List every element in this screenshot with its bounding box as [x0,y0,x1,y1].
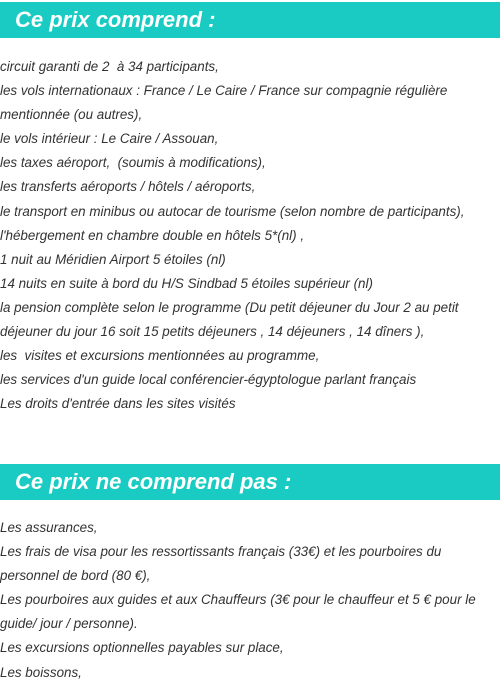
list-item: l'hébergement en chambre double en hôtels 5*(nl) , [0,227,305,243]
list-item: la pension complète selon le programme (Du petit déjeuner du Jour 2 au petit déjeuner du jour 16 soit 15 petits déjeuners , 14 déjeuners , 14 dîners ), [0,299,463,340]
list-item: Les frais de visa pour les ressortissants français (33€) et les pourboires du personnel de bord (80 €), [0,544,446,584]
list-item: les taxes aéroport, (soumis à modifications), [0,155,266,171]
list-item: le transport en minibus ou autocar de tourisme (selon nombre de participants), [0,203,465,219]
list-item: Les boissons, [0,664,82,680]
list-item: circuit garanti de 2 à 34 participants, [0,59,219,74]
list-item: Les assurances, [0,520,98,535]
includes-list [0,55,500,416]
list-item: Les droits d'entrée dans les sites visités [0,396,236,412]
section-header-excludes: Ce prix ne comprend pas : [0,464,500,500]
list-item: Les excursions optionnelles payables sur place, [0,640,284,656]
list-item: les services d'un guide local conférencier-égyptologue parlant français [0,372,417,388]
list-item: les visites et excursions mentionnées au programme, [0,348,320,364]
section-header-includes: Ce prix comprend : [0,2,500,38]
list-item: 14 nuits en suite à bord du H/S Sindbad 5 étoiles supérieur (nl) [0,275,373,291]
excludes-list [0,516,500,685]
list-item: les transferts aéroports / hôtels / aéroports, [0,179,256,195]
list-item: les vols internationaux : France / Le Caire / France sur compagnie régulière mentionnée (ou autres), [0,83,452,123]
list-item: Les pourboires aux guides et aux Chauffeurs (3€ pour le chauffeur et 5 € pour le guide/ jour / personne). [0,592,480,632]
list-item: le vols intérieur : Le Caire / Assouan, [0,131,219,147]
list-item: 1 nuit au Méridien Airport 5 étoiles (nl) [0,251,226,267]
